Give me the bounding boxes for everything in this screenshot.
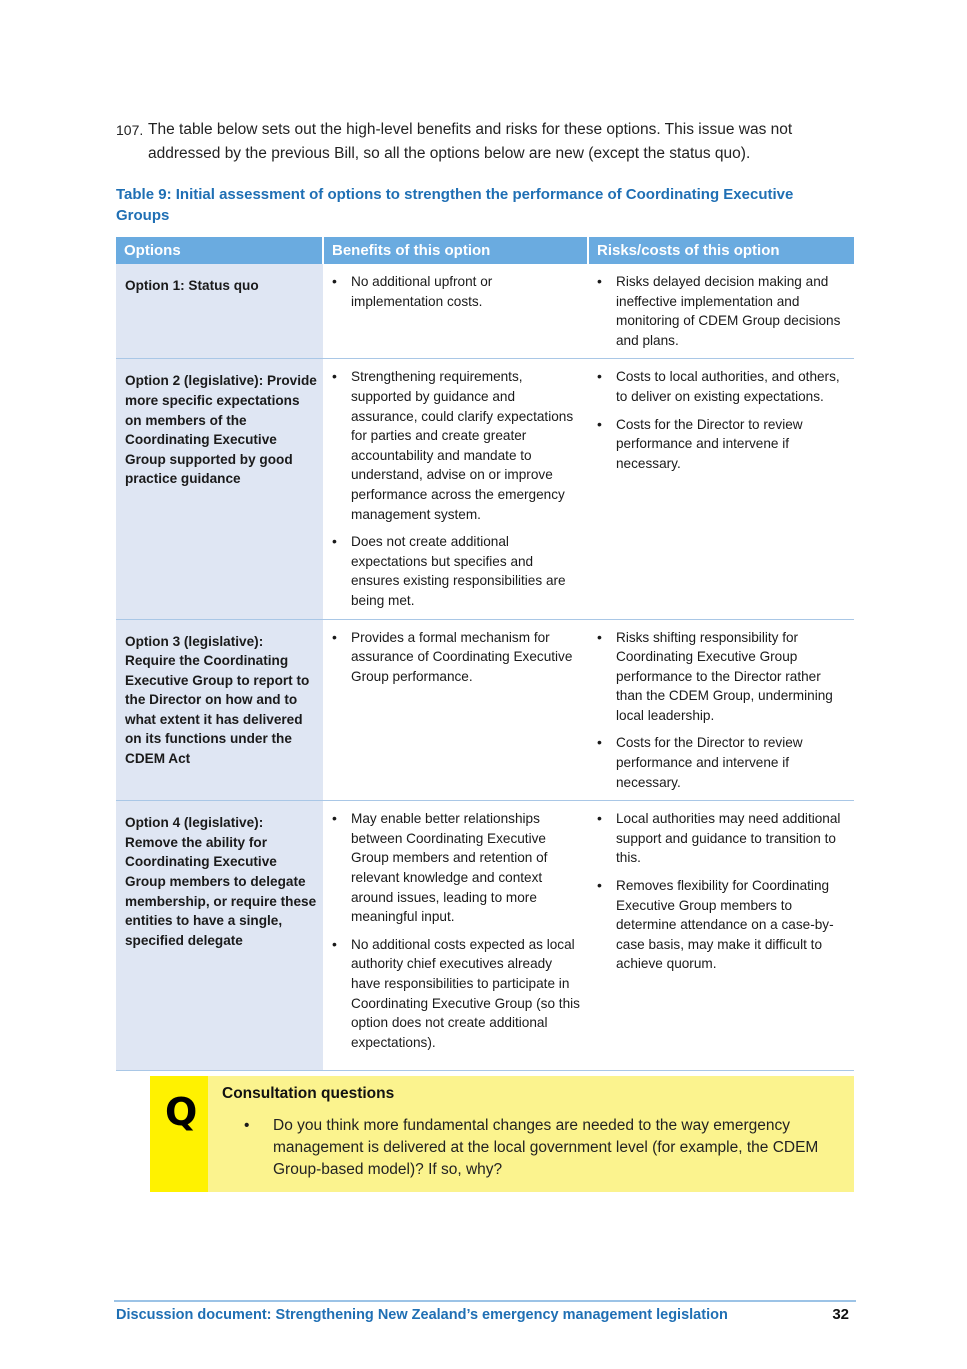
risks-cell <box>588 801 854 1071</box>
option-name: Option 3 (legislative): Require the Coordinating Executive Group to report to the Director on how and to what extent it has delivered on its functions under the CDEM Act <box>116 619 323 801</box>
header-benefits: Benefits of this option <box>323 237 588 264</box>
risk-item: • Removes flexibility for Coordinating Executive Group members to determine attendance on a case-by-case basis, may make it difficult to achieve quorum. <box>616 876 848 974</box>
options-table <box>116 237 854 1071</box>
table-row <box>116 359 854 619</box>
header-options: Options <box>116 237 323 264</box>
benefits-cell <box>323 359 588 619</box>
benefit-item: • May enable better relationships between Coordinating Executive Group members and retention of relevant knowledge and context around issues, leading to more meaningful input. <box>351 809 582 927</box>
risk-item: • Risks shifting responsibility for Coordinating Executive Group performance to the Director rather than the CDEM Group, undermining local leadership. <box>616 628 848 726</box>
footer-divider <box>114 1300 856 1302</box>
risk-item: • Local authorities may need additional support and guidance to transition to this. <box>616 809 848 868</box>
benefits-cell <box>323 619 588 801</box>
option-name: Option 1: Status quo <box>116 264 323 359</box>
table-row <box>116 801 854 1071</box>
risks-cell <box>588 619 854 801</box>
paragraph-number: 107. <box>116 122 144 138</box>
header-risks: Risks/costs of this option <box>588 237 854 264</box>
option-name: Option 4 (legislative): Remove the ability for Coordinating Executive Group members to delegate membership, or require these entities to have a single, specified delegate <box>116 801 323 1071</box>
benefit-item: • No additional costs expected as local authority chief executives already have responsibilities to participate in Coordinating Executive Group (so this option does not create additional expectations). <box>351 935 582 1053</box>
benefit-item: • Does not create additional expectations but specifies and ensures existing responsibilities are being met. <box>351 532 582 610</box>
risk-item: • Costs for the Director to review performance and intervene if necessary. <box>616 733 848 792</box>
benefits-cell <box>323 801 588 1071</box>
risks-cell <box>588 264 854 359</box>
risk-item: • Costs for the Director to review performance and intervene if necessary. <box>616 415 848 474</box>
footer-title: Discussion document: Strengthening New Zealand’s emergency management legislation <box>116 1307 728 1323</box>
benefit-item: • Provides a formal mechanism for assurance of Coordinating Executive Group performance. <box>351 628 582 687</box>
table-caption: Table 9: Initial assessment of options to strengthen the performance of Coordinating Executive Groups <box>116 186 794 224</box>
consultation-questions-box <box>150 1076 854 1192</box>
benefit-item: • No additional upfront or implementation costs. <box>351 272 582 311</box>
table-row <box>116 264 854 359</box>
option-name: Option 2 (legislative): Provide more specific expectations on members of the Coordinating Executive Group supported by good practice guidance <box>116 359 323 619</box>
body-paragraph <box>116 118 856 166</box>
consultation-question: Do you think more fundamental changes are needed to the way emergency management is delivered at the local government level (for example, the CDEM Group-based model)? If so, why? <box>273 1117 819 1178</box>
question-q-icon: Q <box>165 1090 198 1134</box>
consultation-title: Consultation questions <box>222 1085 395 1102</box>
paragraph-text: The table below sets out the high-level benefits and risks for these options. This issue was not addressed by the previous Bill, so all the options below are new (except the status quo). <box>148 121 793 162</box>
risk-item: • Risks delayed decision making and ineffective implementation and monitoring of CDEM Group decisions and plans. <box>616 272 848 350</box>
benefit-item: • Strengthening requirements, supported by guidance and assurance, could clarify expectations for parties and create greater accountability and mandate to understand, advise on or improve performance across the emergency management system. <box>351 367 582 524</box>
risks-cell <box>588 359 854 619</box>
benefits-cell <box>323 264 588 359</box>
table-row <box>116 619 854 801</box>
question-bullet: • <box>244 1117 250 1134</box>
table-header-row <box>116 237 854 264</box>
page-number: 32 <box>832 1306 849 1323</box>
risk-item: • Costs to local authorities, and others, to deliver on existing expectations. <box>616 367 848 406</box>
